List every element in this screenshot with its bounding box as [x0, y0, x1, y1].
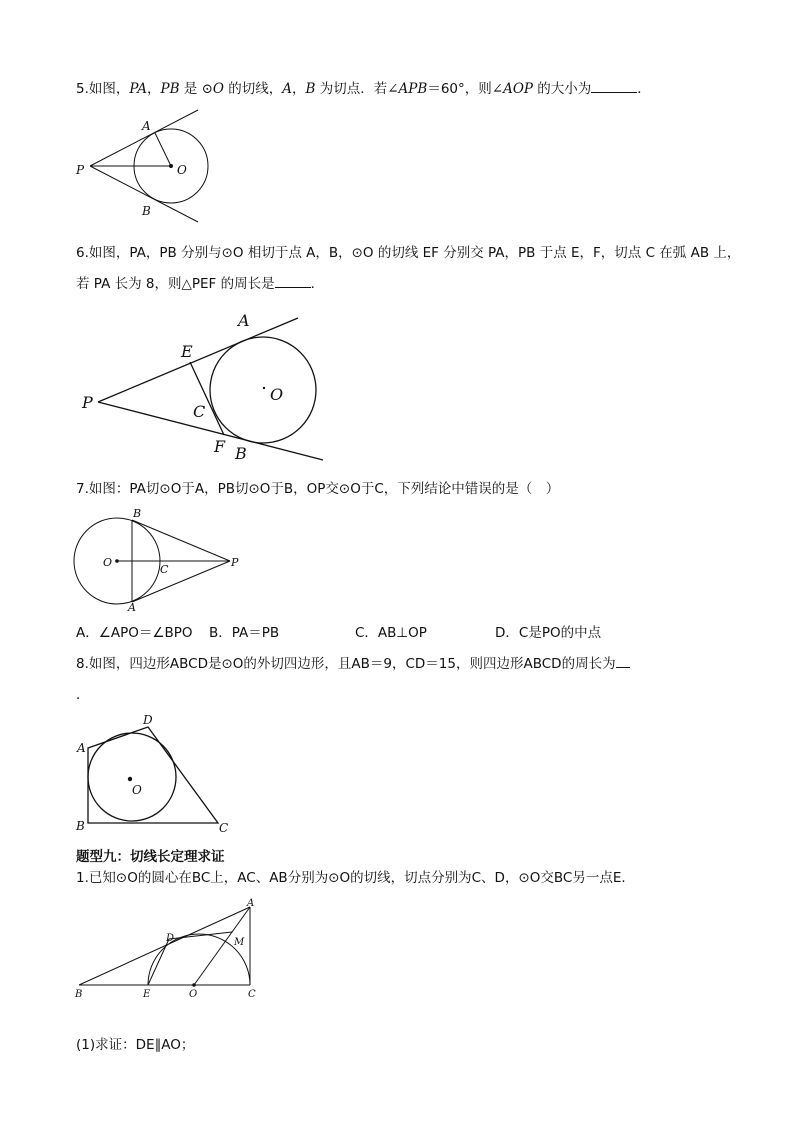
label-p: P: [82, 393, 93, 412]
segment-de: [148, 939, 169, 985]
label-a: A: [238, 311, 250, 330]
label-e: E: [143, 989, 151, 1000]
label-p: P: [76, 163, 85, 177]
label-o: O: [103, 556, 113, 569]
tangent-pa: [98, 318, 298, 402]
label-o: O: [177, 163, 187, 177]
option-d: D．C是PO的中点: [495, 625, 602, 641]
center-point: [192, 983, 196, 987]
question-7: 7.如图：PA切⊙O于A，PB切⊙O于B，OP交⊙O于C，下列结论中错误的是（ ）: [76, 481, 560, 497]
tangent-pb: [98, 402, 323, 460]
label-c: C: [193, 402, 206, 421]
figure-q5: [70, 108, 220, 224]
label-a: A: [142, 119, 151, 133]
segment-dm: [169, 932, 232, 939]
radius-oa: [155, 133, 171, 166]
question-8-line-1: 8.如图，四边形ABCD是⊙O的外切四边形，且AB＝9，CD＝15，则四边形ABCD的周长为: [76, 654, 630, 673]
part-1: (1)求证：DE∥AO；: [76, 1037, 195, 1053]
answer-blank: [275, 274, 311, 288]
label-b: B: [235, 444, 247, 463]
question-6-line-1: 6.如图，PA，PB 分别与⊙O 相切于点 A，B，⊙O 的切线 EF 分别交 PA，PB 于点 E，F，切点 C 在弧 AB 上，: [76, 245, 741, 261]
figure-q6: [78, 305, 328, 465]
label-a: A: [128, 601, 136, 614]
answer-blank: [591, 79, 637, 93]
label-a: A: [247, 898, 255, 909]
tangent-pb: [132, 520, 230, 561]
label-b: B: [76, 819, 85, 833]
figure-q7: [70, 505, 250, 615]
label-p: P: [231, 556, 239, 569]
segment-ba: [79, 907, 250, 985]
label-b: B: [142, 204, 151, 218]
label-c: C: [160, 563, 169, 576]
label-c: C: [248, 989, 256, 1000]
option-a: A．∠APO＝∠BPO: [76, 625, 193, 641]
center-point: [169, 164, 173, 168]
label-c: C: [219, 821, 229, 835]
question-6-line-2: 若 PA 长为 8，则△PEF 的周长是 ．: [76, 276, 325, 292]
label-f: F: [214, 437, 226, 456]
tangent-ef: [190, 362, 224, 435]
figure-q8: [72, 710, 242, 836]
tangent-pa: [132, 561, 230, 602]
quadrilateral-abcd: [88, 727, 218, 823]
center-point: [115, 559, 119, 563]
label-m: M: [234, 937, 245, 948]
center-point: [128, 777, 132, 781]
option-c: C．AB⊥OP: [355, 625, 427, 641]
answer-blank: [616, 654, 630, 668]
label-o: O: [132, 783, 142, 797]
label-d: D: [143, 713, 153, 727]
question-5: 5.如图，PA，PB 是 ⊙O 的切线，A，B 为切点．若∠APB＝60°，则∠AOP 的大小为 ．: [76, 81, 651, 97]
label-e: E: [181, 342, 193, 361]
section-heading: 题型九：切线长定理求证: [76, 849, 225, 865]
label-o: O: [270, 385, 284, 404]
label-o: O: [189, 989, 198, 1000]
label-d: D: [166, 933, 175, 944]
question-8-line-2: ．: [76, 687, 90, 703]
label-a: A: [77, 741, 86, 755]
circle-o: [210, 337, 316, 443]
section-9-question-1: 1.已知⊙O的圆心在BC上，AC、AB分别为⊙O的切线，切点分别为C、D，⊙O交BC另一点E．: [76, 870, 635, 886]
option-b: B．PA＝PB: [209, 625, 280, 641]
figure-section-9: [72, 895, 272, 1005]
center-point: [263, 387, 265, 389]
label-b: B: [75, 989, 83, 1000]
label-b: B: [133, 507, 142, 520]
